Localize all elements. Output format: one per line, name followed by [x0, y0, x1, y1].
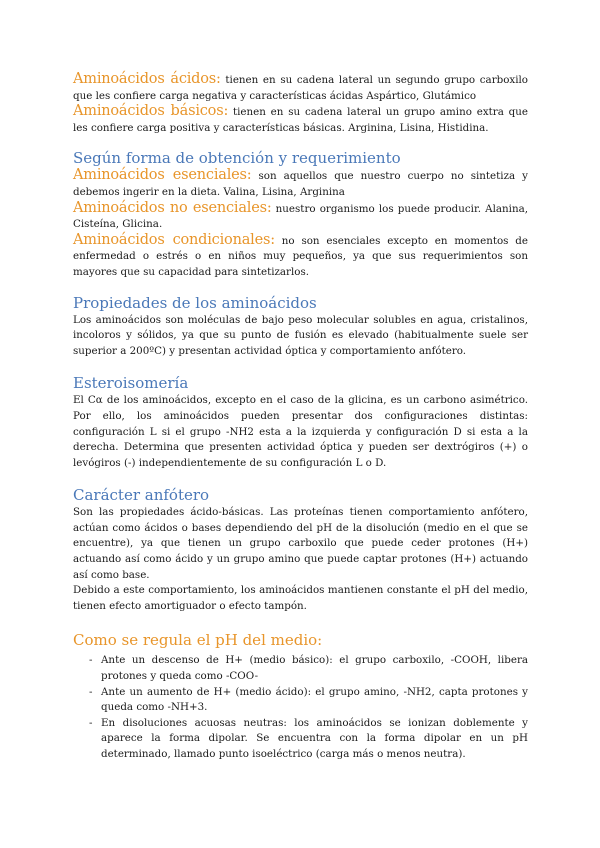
list-item: [73, 653, 528, 684]
essential-amino-acids-term: Aminoácidos esenciales:: [73, 167, 252, 184]
propiedades-paragraph: Los aminoácidos son moléculas de bajo peso molecular solubles en agua, cristalinos, incoloros y sólidos, ya que su punto de fusión es elevado (habitualmente suele ser superior a 200ºC) y presentan actividad óptica y comportamiento anfótero.: [73, 313, 528, 357]
conditional-amino-acids-term: Aminoácidos condicionales:: [73, 231, 275, 248]
basic-amino-acids-paragraph: [73, 104, 528, 136]
list-item: [73, 716, 528, 763]
list-marker: -: [89, 654, 93, 667]
document-page: [73, 72, 528, 763]
regulacion-heading: Como se regula el pH del medio:: [73, 631, 323, 650]
acidic-amino-acids-term: Aminoácidos ácidos:: [73, 71, 221, 87]
regulacion-list: [73, 653, 528, 762]
propiedades-heading: Propiedades de los aminoácidos: [73, 293, 317, 312]
anfotero-heading: Carácter anfótero: [73, 486, 210, 505]
list-item-text: Ante un descenso de H+ (medio básico): el grupo carboxilo, -COOH, libera protones y queda como -COO-: [101, 654, 528, 683]
basic-amino-acids-text: tienen en su cadena lateral un grupo amino extra que les confiere carga positiva y características básicas. Arginina, Lisina, Histidina.: [73, 106, 528, 134]
conditional-amino-acids-paragraph: [73, 233, 528, 281]
list-item-text: En disoluciones acuosas neutras: los aminoácidos se ionizan doblemente y aparece la forma dipolar. Se encuentra con la forma dipolar en un pH determinado, llamado punto isoeléctrico (carga más o menos neutra).: [101, 716, 528, 760]
esteroisomeria-heading: Esteroisomería: [73, 374, 189, 393]
essential-amino-acids-paragraph: [73, 168, 528, 200]
acidic-amino-acids-text: tienen en su cadena lateral un segundo grupo carboxilo que les confiere carga negativa y características ácidas Aspártico, Glutámico: [73, 74, 529, 102]
nonessential-amino-acids-text: nuestro organismo los puede producir. Alanina, Cisteína, Glicina.: [73, 202, 528, 231]
list-item: [73, 685, 528, 716]
conditional-amino-acids-text: no son esenciales excepto en momentos de enfermedad o estrés o en niños muy pequeños, ya que sus requerimientos son mayores que su capacidad para sintetizarlos.: [73, 234, 528, 278]
nonessential-amino-acids-paragraph: [73, 201, 528, 233]
acidic-amino-acids-paragraph: [73, 72, 528, 104]
nonessential-amino-acids-term: Aminoácidos no esenciales:: [73, 199, 272, 216]
basic-amino-acids-term: Aminoácidos básicos:: [73, 103, 229, 120]
anfotero-paragraph-1: Son las propiedades ácido-básicas. Las proteínas tienen comportamiento anfótero, actúan como ácidos o bases dependiendo del pH de la disolución (medio en el que se encuentre), ya que tienen un grupo carboxilo que puede ceder protones (H+) actuando así como ácido y un grupo amino que puede captar protones (H+) actuando así como base.: [73, 506, 528, 581]
list-item-text: Ante un aumento de H+ (medio ácido): el grupo amino, -NH2, capta protones y queda como -NH+3.: [101, 685, 528, 714]
obtencion-heading: Según forma de obtención y requerimiento: [73, 149, 401, 168]
esteroisomeria-paragraph: El Cα de los aminoácidos, excepto en el caso de la glicina, es un carbono asimétrico. Por ello, los aminoácidos pueden presentar dos configuraciones distintas: configuración L si el grupo -NH2 esta a la izquierda y configuración D si esta a la derecha. Determina que presenten actividad óptica y pueden ser dextrógiros (+) o levógiros (-) independientemente de su configuración L o D.: [73, 394, 528, 469]
anfotero-paragraph-2: Debido a este comportamiento, los aminoácidos mantienen constante el pH del medio, tienen efecto amortiguador o efecto tampón.: [73, 584, 528, 612]
list-marker: -: [89, 716, 93, 729]
list-marker: -: [89, 685, 93, 698]
essential-amino-acids-text: son aquellos que nuestro cuerpo no sintetiza y debemos ingerir en la dieta. Valina, Lisina, Arginina: [73, 170, 528, 198]
